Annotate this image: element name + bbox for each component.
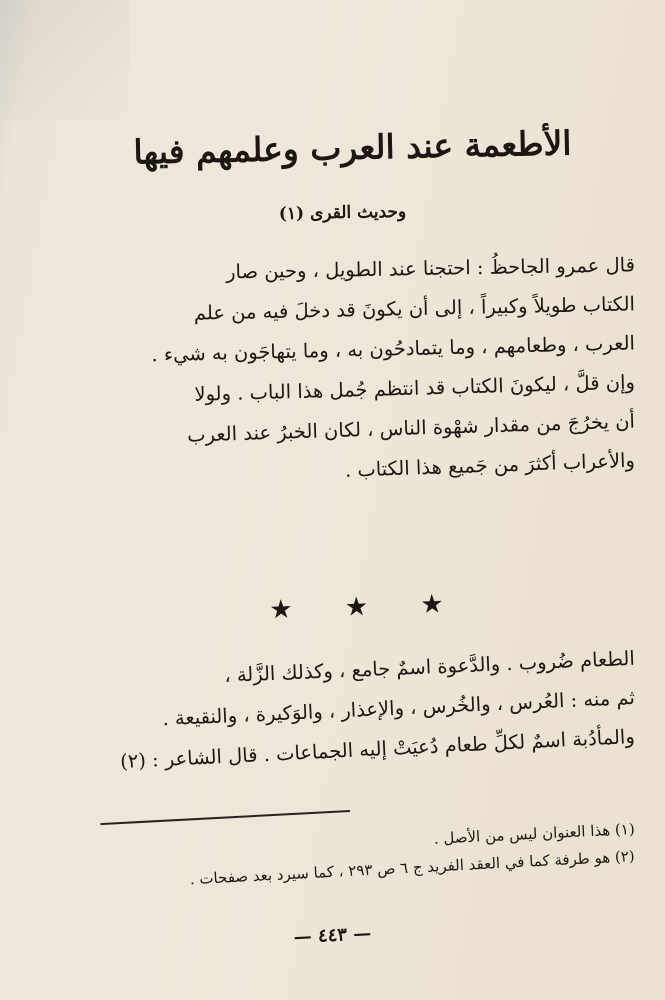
paragraph-line: الكتاب طويلاً وكبيراً ، إلى أن يكونَ قد دخلَ فيه من علم <box>193 292 636 325</box>
footnote: (٢) هو طرفة كما في العقد الفريد ج ٦ ص ٢٩٣ ، كما سيرد بعد صفحات . <box>189 847 636 889</box>
paragraph-line: قال عمرو الجاحظُ : احتجنا عند الطويل ، وحين صار <box>225 253 636 284</box>
page-content <box>100 0 635 1000</box>
section-separator: ★ ★ ★ <box>268 588 467 626</box>
chapter-subtitle: وحديث القرى (١) <box>278 201 407 225</box>
paragraph-line: ثم منه : العُرس ، والخُرس ، والإعذار ، والوَكيرة ، والنقيعة . <box>161 685 636 731</box>
footnote: (١) هذا العنوان ليس من الأصل . <box>433 819 636 848</box>
chapter-title: الأطعمة عند العرب وعلمهم فيها <box>133 123 572 172</box>
paragraph-line: والأعراب أكثرَ من جَميع هذا الكتاب . <box>344 448 636 482</box>
paragraph-line: وإن قلَّ ، ليكونَ الكتاب قد انتظم جُمل هذا الباب . ولولا <box>194 370 636 406</box>
paragraph-line: والمأدُبة اسمٌ لكلِّ طعام دُعيَتْ إليه الجماعات . قال الشاعر : (٢) <box>119 724 636 774</box>
footnotes <box>100 819 636 889</box>
paragraph-1 <box>100 250 635 490</box>
paragraph-line: أن يخرُجَ من مقدار شهْوة الناس ، لكان الخبرُ عند العرب <box>186 409 636 447</box>
paragraph-2 <box>100 646 636 774</box>
paragraph-line: العرب ، وطعامهم ، وما يتمادحُون به ، وما يتهاجَون به شيء . <box>151 331 636 367</box>
paragraph-line: الطعام ضُروب . والدَّعوة اسمٌ جامع ، وكذلك الزَّلة ، <box>223 646 636 687</box>
page-number: — ٤٤٣ — <box>293 922 372 949</box>
